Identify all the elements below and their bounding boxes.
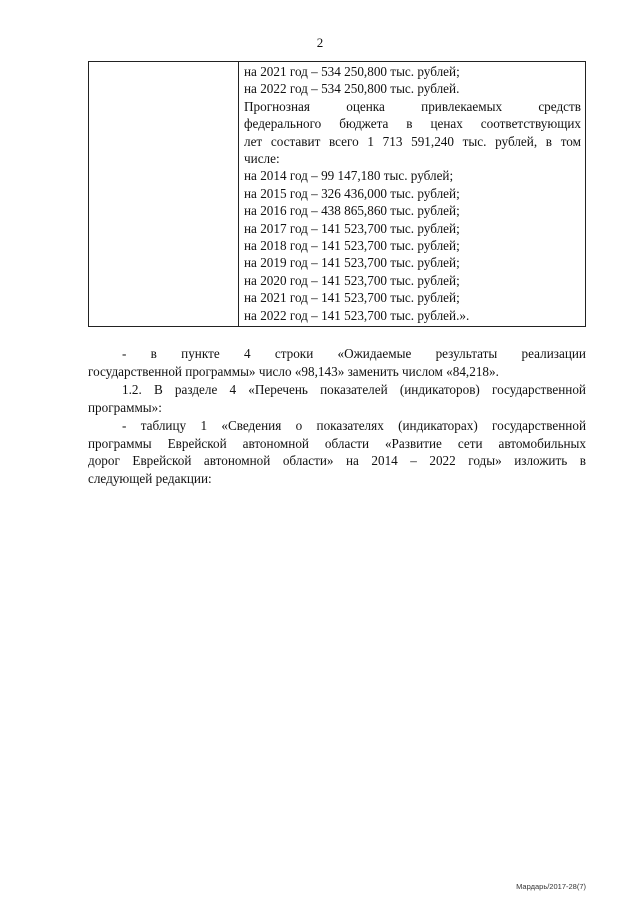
paragraph-line: следующей редакции: [88, 470, 212, 486]
table-line: лет составит всего 1 713 591,240 тыс. рублей, в том [244, 133, 581, 149]
table-left-cell [89, 62, 239, 326]
paragraph-table-1 [88, 417, 586, 487]
table-line: на 2022 год – 141 523,700 тыс. рублей.». [244, 307, 470, 323]
paragraph-line: 1.2. В разделе 4 «Перечень показателей (индикаторов) государственной [122, 382, 586, 397]
paragraph-line: - в пункте 4 строки «Ожидаемые результаты реализации [122, 346, 586, 361]
paragraph-section-4 [88, 381, 586, 416]
amendment-table [88, 61, 586, 327]
table-line: на 2020 год – 141 523,700 тыс. рублей; [244, 272, 460, 288]
table-line: числе: [244, 151, 280, 167]
table-line: на 2015 год – 326 436,000 тыс. рублей; [244, 185, 460, 201]
paragraph-line: дорог Еврейской автономной области» на 2014 – 2022 годы» изложить в [88, 453, 586, 469]
table-line: Прогнозная оценка привлекаемых средств [244, 98, 581, 114]
table-line: на 2014 год – 99 147,180 тыс. рублей; [244, 168, 454, 184]
table-right-cell [239, 62, 585, 326]
paragraph-line: государственной программы» число «98,143» заменить числом «84,218». [88, 363, 499, 379]
table-line: на 2022 год – 534 250,800 тыс. рублей. [244, 81, 460, 97]
paragraph-line: - таблицу 1 «Сведения о показателях (индикаторах) государственной [122, 418, 586, 433]
table-line: на 2019 год – 141 523,700 тыс. рублей; [244, 255, 460, 271]
paragraph-line: программы»: [88, 399, 162, 415]
table-line: на 2017 год – 141 523,700 тыс. рублей; [244, 220, 460, 236]
paragraph-line: программы Еврейской автономной области «Развитие сети автомобильных [88, 435, 586, 451]
page-number: 2 [316, 35, 324, 50]
footer-code: Мардарь/2017-28(7) [516, 882, 586, 891]
table-line: на 2021 год – 141 523,700 тыс. рублей; [244, 290, 460, 306]
table-line: на 2018 год – 141 523,700 тыс. рублей; [244, 238, 460, 254]
table-line: федерального бюджета в ценах соответствующих [244, 116, 581, 132]
table-line: на 2016 год – 438 865,860 тыс. рублей; [244, 203, 460, 219]
paragraph-item-4-change [88, 345, 586, 380]
table-line: на 2021 год – 534 250,800 тыс. рублей; [244, 64, 460, 79]
